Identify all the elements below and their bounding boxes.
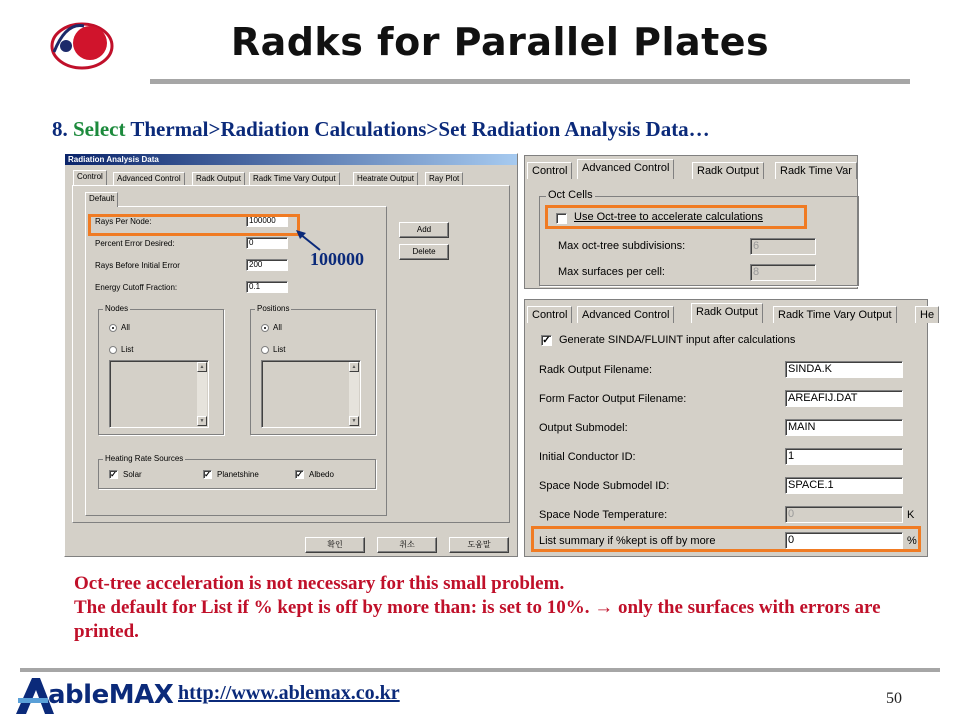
positions-list-radio[interactable] <box>261 346 269 354</box>
planetshine-checkbox[interactable]: ✓ <box>204 470 211 479</box>
company-logo <box>44 16 118 72</box>
tab-radk-time-vary[interactable]: Radk Time Var <box>775 162 857 179</box>
note-line-1: Oct-tree acceleration is not necessary for this small problem. <box>74 573 565 594</box>
tab-radk-time-vary-output[interactable]: Radk Time Vary Output <box>773 306 897 323</box>
radk-output-dialog <box>524 299 935 557</box>
nodes-all-label: All <box>121 323 130 332</box>
positions-scrollbar[interactable] <box>349 362 359 426</box>
adv-tab-strip <box>527 162 867 180</box>
percent-error-label: Percent Error Desired: <box>95 239 175 248</box>
max-subdivisions-label: Max oct-tree subdivisions: <box>558 240 686 252</box>
note-line-2 <box>74 596 894 644</box>
list-summary-label: List summary if %kept is off by more <box>539 535 716 547</box>
energy-cutoff-label: Energy Cutoff Fraction: <box>95 283 178 292</box>
ok-button[interactable]: 확인 <box>305 537 365 553</box>
rays-per-node-highlight <box>88 214 300 236</box>
max-subdivisions-input[interactable]: 6 <box>750 238 816 255</box>
positions-list-label: List <box>273 345 286 354</box>
list-summary-unit: % <box>907 535 917 547</box>
radk-output-filename-input[interactable]: SINDA.K <box>785 361 903 378</box>
list-summary-input[interactable]: 0 <box>785 532 903 549</box>
note-result-text: only the surfaces with errors are printed. <box>74 597 881 642</box>
tab-advanced-control[interactable]: Advanced Control <box>113 172 185 185</box>
positions-listbox[interactable] <box>261 360 361 428</box>
tab-heatrate-output[interactable]: Heatrate Output <box>353 172 418 185</box>
max-surfaces-input[interactable]: 8 <box>750 264 816 281</box>
form-factor-filename-input[interactable]: AREAFIJ.DAT <box>785 390 903 407</box>
rays-before-error-input[interactable]: 200 <box>246 259 288 271</box>
generate-sinda-label: Generate SINDA/FLUINT input after calculations <box>559 334 796 346</box>
percent-error-input[interactable]: 0 <box>246 237 288 249</box>
space-node-submodel-input[interactable]: SPACE.1 <box>785 477 903 494</box>
scroll-up-icon[interactable]: ▲ <box>197 362 207 372</box>
tab-radk-output[interactable]: Radk Output <box>692 162 764 179</box>
rays-value-callout: 100000 <box>310 249 364 269</box>
initial-conductor-input[interactable]: 1 <box>785 448 903 465</box>
dialog-titlebar: Radiation Analysis Data <box>65 154 517 165</box>
space-node-temp-unit: K <box>907 509 915 521</box>
step-instruction <box>52 117 710 142</box>
albedo-checkbox[interactable]: ✓ <box>296 470 303 479</box>
nodes-all-radio[interactable] <box>109 324 117 332</box>
heating-rate-group <box>98 454 376 489</box>
tab-advanced-control[interactable]: Advanced Control <box>577 306 674 323</box>
output-submodel-input[interactable]: MAIN <box>785 419 903 436</box>
heating-rate-title: Heating Rate Sources <box>105 454 184 463</box>
nodes-group-title: Nodes <box>105 304 129 313</box>
rays-per-node-label: Rays Per Node: <box>95 217 152 226</box>
ablemax-logo <box>14 676 174 716</box>
radk-output-filename-label: Radk Output Filename: <box>539 364 653 376</box>
delete-button[interactable]: Delete <box>399 244 449 260</box>
rays-per-node-input[interactable]: 100000 <box>246 215 288 227</box>
slide-title: Radks for Parallel Plates <box>230 20 770 64</box>
help-button[interactable]: 도움말 <box>449 537 509 553</box>
solar-label: Solar <box>123 470 142 479</box>
positions-all-radio[interactable] <box>261 324 269 332</box>
tab-advanced-control[interactable]: Advanced Control <box>577 159 674 179</box>
output-submodel-label: Output Submodel: <box>539 422 628 434</box>
tab-default[interactable]: Default <box>85 192 118 207</box>
tab-ray-plot[interactable]: Ray Plot <box>425 172 463 185</box>
add-button[interactable]: Add <box>399 222 449 238</box>
tab-heatrate-output[interactable]: He <box>915 306 939 323</box>
oct-cells-title: Oct Cells <box>548 189 593 201</box>
page-number: 50 <box>886 690 902 707</box>
rays-before-error-label: Rays Before Initial Error <box>95 261 180 270</box>
nodes-group <box>98 304 224 435</box>
space-node-temp-label: Space Node Temperature: <box>539 509 668 521</box>
title-divider <box>150 79 910 84</box>
positions-group <box>250 304 376 435</box>
initial-conductor-label: Initial Conductor ID: <box>539 451 636 463</box>
positions-all-label: All <box>273 323 282 332</box>
oct-tree-highlight <box>545 205 807 229</box>
max-surfaces-label: Max surfaces per cell: <box>558 266 665 278</box>
nodes-list-radio[interactable] <box>109 346 117 354</box>
ablemax-logo-text: ableMAX <box>48 680 174 710</box>
footer-url-link[interactable]: http://www.ablemax.co.kr <box>178 682 400 704</box>
generate-sinda-checkbox[interactable]: ✓ <box>542 335 551 346</box>
oct-tree-label: Use Oct-tree to accelerate calculations <box>574 211 763 223</box>
tab-radk-output[interactable]: Radk Output <box>192 172 245 185</box>
tab-radk-output[interactable]: Radk Output <box>691 303 763 323</box>
step-verb: Select <box>73 117 126 141</box>
explanation-notes <box>74 572 894 644</box>
scroll-down-icon[interactable]: ▼ <box>349 416 359 426</box>
step-number: 8. <box>52 117 68 141</box>
albedo-label: Albedo <box>309 470 334 479</box>
nodes-list-label: List <box>121 345 134 354</box>
list-summary-highlight <box>531 526 921 552</box>
form-factor-filename-label: Form Factor Output Filename: <box>539 393 687 405</box>
nodes-listbox[interactable] <box>109 360 209 428</box>
main-tab-strip <box>71 172 511 186</box>
cancel-button[interactable]: 취소 <box>377 537 437 553</box>
radk-tab-strip <box>527 306 937 324</box>
tab-control[interactable]: Control <box>527 306 572 323</box>
energy-cutoff-input[interactable]: 0.1 <box>246 281 288 293</box>
nodes-scrollbar[interactable] <box>197 362 207 426</box>
tab-radk-time-vary-output[interactable]: Radk Time Vary Output <box>249 172 340 185</box>
space-node-submodel-label: Space Node Submodel ID: <box>539 480 670 492</box>
note-default-text: The default for List if % kept is off by more than: is set to 10%. <box>74 597 590 618</box>
space-node-temp-input[interactable]: 0 <box>785 506 903 523</box>
solar-checkbox[interactable]: ✓ <box>110 470 117 479</box>
step-menu-path: Thermal>Radiation Calculations>Set Radiation Analysis Data… <box>130 117 710 141</box>
arrow-icon: → <box>594 597 614 618</box>
scroll-down-icon[interactable]: ▼ <box>197 416 207 426</box>
positions-group-title: Positions <box>257 304 290 313</box>
tab-control[interactable]: Control <box>73 170 107 185</box>
footer-divider <box>20 668 940 672</box>
tab-control[interactable]: Control <box>527 162 572 179</box>
planetshine-label: Planetshine <box>217 470 259 479</box>
scroll-up-icon[interactable]: ▲ <box>349 362 359 372</box>
